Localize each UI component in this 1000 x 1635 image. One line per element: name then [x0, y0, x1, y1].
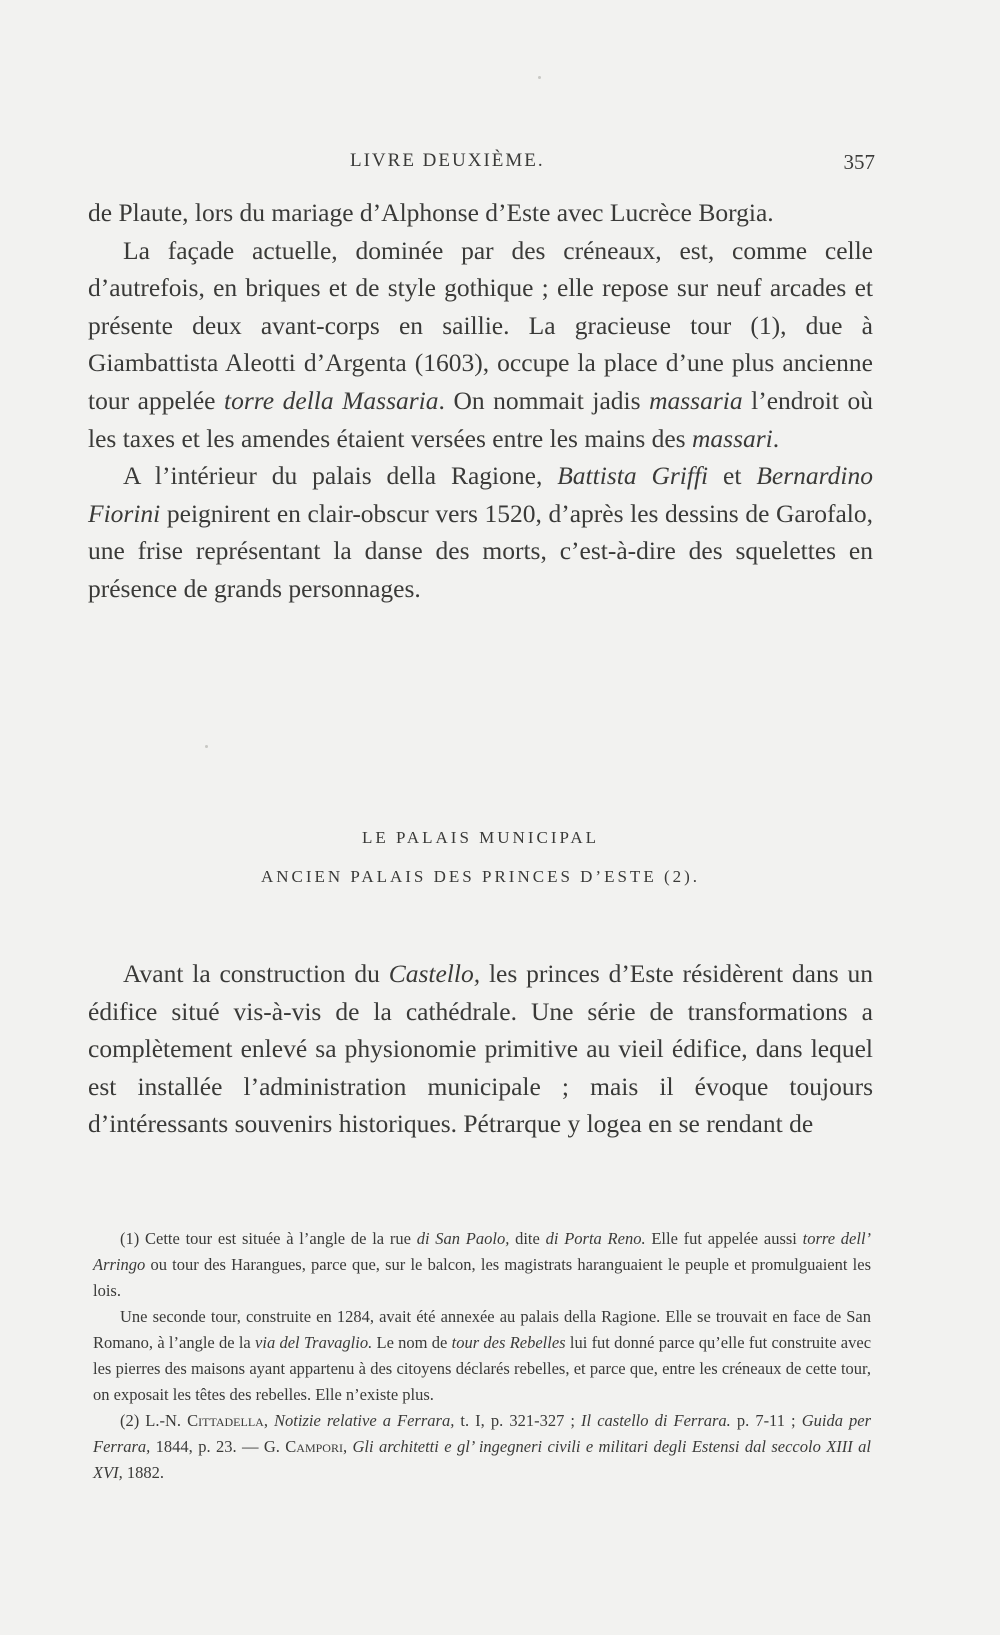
text-run: peignirent en clair-obscur vers 1520, d’après les dessins de Garofalo, une frise représentant la danse des morts, c’est-à-dire des squelettes en présence de grands personnages.	[88, 498, 873, 603]
running-title: LIVRE DEUXIÈME.	[350, 150, 545, 171]
italic-text: torre dell’ Arringo	[93, 1229, 872, 1274]
paragraph	[88, 232, 873, 458]
italic-text: di San Paolo,	[416, 1229, 510, 1248]
italic-text: Battista Griffi	[557, 461, 709, 491]
text-run: dite	[509, 1229, 546, 1248]
italic-text: massari	[691, 423, 773, 453]
section-title: LE PALAIS MUNICIPAL	[361, 828, 600, 847]
text-run: et	[708, 461, 757, 491]
footnote	[93, 1304, 871, 1408]
paper-speck	[538, 76, 541, 79]
footnote	[93, 1226, 871, 1304]
smallcaps-name: Campori,	[285, 1437, 348, 1456]
text-run: Le nom de	[372, 1333, 452, 1352]
page-number: 357	[843, 150, 875, 174]
text-run: t. I, p. 321-327 ;	[454, 1411, 582, 1430]
text-run: Avant la construction du	[123, 959, 389, 988]
text-run: A l’intérieur du palais della Ragione,	[123, 461, 558, 491]
text-run: l’endroit où les taxes et les amendes étaient versées entre les mains des	[88, 385, 873, 453]
section-heading	[88, 818, 873, 896]
text-run: (2) L.-N.	[120, 1411, 188, 1430]
italic-text: Notizie relative a Ferrara,	[274, 1411, 455, 1430]
text-run: ou tour des Harangues, parce que, sur le balcon, les magistrats haranguaient le peuple et promulguaient les lois.	[93, 1255, 871, 1300]
italic-text: Castello,	[388, 959, 481, 988]
main-text-2	[88, 955, 873, 1143]
italic-text: Il castello di Ferrara.	[581, 1411, 731, 1430]
italic-text: tour des Rebelles	[451, 1333, 566, 1352]
italic-text: di Porta Reno.	[545, 1229, 646, 1248]
italic-text: massaria	[649, 385, 743, 415]
paragraph	[88, 194, 873, 232]
paper-speck	[205, 745, 208, 748]
italic-text: via del Travaglio.	[255, 1333, 373, 1352]
footnotes	[93, 1226, 871, 1486]
text-run: .	[772, 423, 780, 453]
text-run: Elle fut appelée aussi	[645, 1229, 803, 1248]
paragraph	[88, 457, 873, 607]
italic-text: Bernardino Fiorini	[88, 461, 873, 528]
text-run: p. 7-11 ;	[730, 1411, 802, 1430]
main-text	[88, 194, 873, 608]
italic-text: torre della Massaria	[224, 385, 439, 415]
italic-text: Guida per Ferrara,	[93, 1411, 872, 1456]
text-run: Une seconde tour, construite en 1284, avait été annexée au palais della Ragione. Elle se trouvait en face de San Romano, à l’angle de la	[93, 1307, 871, 1352]
paragraph	[88, 955, 873, 1143]
smallcaps-name: Cittadella,	[187, 1411, 268, 1430]
text-run: (1) Cette tour est située à l’angle de la rue	[120, 1229, 417, 1248]
text-run: . On nommait jadis	[438, 385, 650, 415]
text-run: La façade actuelle, dominée par des créneaux, est, comme celle d’autrefois, en briques et de style gothique ; elle repose sur neuf arcades et présente deux avant-corps en saillie. La gracieuse tour (1), due à Giambattista Aleotti d’Argenta (1603), occupe la place d’une plus ancienne tour appelée	[88, 235, 873, 415]
text-run: 1844, p. 23. — G.	[150, 1437, 286, 1456]
text-run: de Plaute, lors du mariage d’Alphonse d’Este avec Lucrèce Borgia.	[88, 198, 774, 227]
page-header	[85, 150, 875, 180]
italic-text: Gli architetti e gl’ ingegneri civili e militari degli Estensi dal seccolo XIII al XVI,	[93, 1437, 871, 1482]
footnote	[93, 1408, 871, 1486]
text-run: 1882.	[122, 1463, 165, 1482]
text-run: lui fut donné parce qu’elle fut construite avec les pierres des maisons ayant appartenu à des citoyens déclarés rebelles, et parce que, entre les créneaux de cette tour, on exposait les têtes des rebelles. Elle n’existe plus.	[93, 1333, 872, 1404]
text-run: les princes d’Este résidèrent dans un édifice situé vis-à-vis de la cathédrale. Une série de transformations a complètement enlevé sa physionomie primitive au vieil édifice, dans lequel est installée l’administration municipale ; mais il évoque toujours d’intéressants souvenirs historiques. Pétrarque y logea en se rendant de	[88, 959, 873, 1139]
section-subtitle: ANCIEN PALAIS DES PRINCES D’ESTE (2).	[260, 867, 701, 886]
